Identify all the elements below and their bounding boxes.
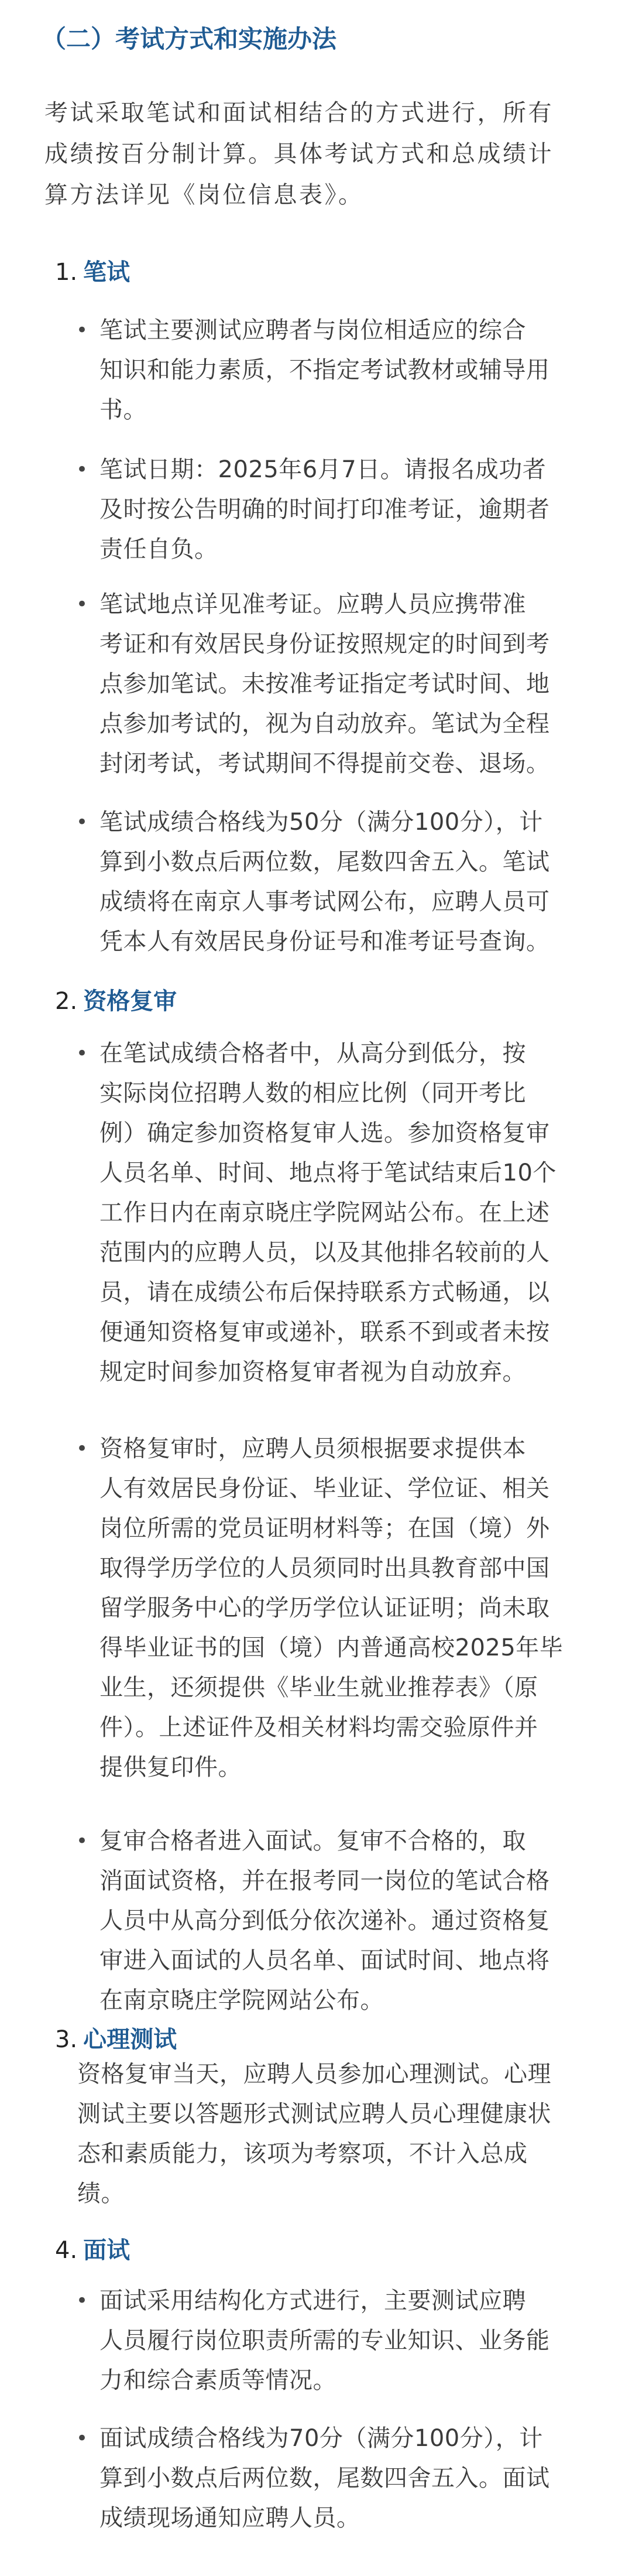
item-number: 1. bbox=[55, 259, 78, 286]
bullet-dot-icon: • bbox=[76, 1042, 88, 1065]
bullet-line: 算到小数点后两位数，尾数四舍五入。面试 bbox=[99, 2465, 550, 2492]
item-number: 3. bbox=[55, 2026, 78, 2053]
bullet-line: 人员履行岗位职责所需的专业知识、业务能 bbox=[99, 2327, 550, 2354]
bullet-dot-icon: • bbox=[76, 2289, 88, 2312]
bullet-line: 消面试资格，并在报考同一岗位的笔试合格 bbox=[99, 1867, 550, 1894]
bullet-line: 力和综合素质等情况。 bbox=[99, 2367, 336, 2394]
psych-test-paragraph bbox=[77, 2054, 592, 2214]
paragraph-line: 绩。 bbox=[77, 2180, 125, 2207]
item-title: 面试 bbox=[83, 2237, 130, 2264]
item-heading-written-exam bbox=[55, 252, 130, 293]
bullet-line: 算到小数点后两位数，尾数四舍五入。笔试 bbox=[99, 849, 550, 875]
bullet-line: 员，请在成绩公布后保持联系方式畅通，以 bbox=[99, 1279, 550, 1306]
bullet-line: 人员中从高分到低分依次递补。通过资格复 bbox=[99, 1907, 550, 1934]
list-item bbox=[76, 2281, 603, 2400]
item-heading-qualification-review bbox=[55, 981, 177, 1022]
bullet-dot-icon: • bbox=[76, 2427, 88, 2450]
paragraph-line: 资格复审当天，应聘人员参加心理测试。心理 bbox=[77, 2061, 551, 2088]
item-title: 资格复审 bbox=[83, 988, 177, 1015]
bullet-line: 得毕业证书的国（境）内普通高校2025年毕 bbox=[99, 1634, 564, 1661]
item-number: 2. bbox=[55, 988, 78, 1015]
bullet-dot-icon: • bbox=[76, 1829, 88, 1853]
bullet-line: 凭本人有效居民身份证号和准考证号查询。 bbox=[99, 928, 550, 955]
bullet-line: 人员名单、时间、地点将于笔试结束后10个 bbox=[99, 1159, 557, 1186]
bullet-line: 在笔试成绩合格者中，从高分到低分，按 bbox=[99, 1040, 526, 1067]
bullet-line: 及时按公告明确的时间打印准考证，逾期者 bbox=[99, 496, 550, 523]
bullet-line: 复审合格者进入面试。复审不合格的，取 bbox=[99, 1828, 526, 1855]
bullet-line: 点参加考试的，视为自动放弃。笔试为全程 bbox=[99, 710, 550, 737]
intro-line: 考试采取笔试和面试相结合的方式进行，所有 bbox=[44, 100, 554, 126]
bullet-line: 提供复印件。 bbox=[99, 1754, 242, 1781]
paragraph-line: 态和素质能力，该项为考察项，不计入总成 bbox=[77, 2140, 528, 2167]
bullet-line: 留学服务中心的学历学位认证证明；尚未取 bbox=[99, 1595, 550, 1621]
item-title: 心理测试 bbox=[83, 2026, 177, 2053]
list-item bbox=[76, 1034, 603, 1392]
list-item bbox=[76, 1821, 603, 2020]
bullet-line: 件）。上述证件及相关材料均需交验原件并 bbox=[99, 1714, 538, 1741]
intro-paragraph bbox=[44, 93, 589, 215]
bullet-line: 点参加笔试。未按准考证指定考试时间、地 bbox=[99, 670, 550, 697]
bullet-line: 面试采用结构化方式进行，主要测试应聘 bbox=[99, 2287, 526, 2314]
bullet-line: 便通知资格复审或递补，联系不到或者未按 bbox=[99, 1319, 550, 1346]
bullet-line: 笔试主要测试应聘者与岗位相适应的综合 bbox=[99, 317, 526, 344]
bullet-dot-icon: • bbox=[76, 458, 88, 481]
bullet-line: 审进入面试的人员名单、面试时间、地点将 bbox=[99, 1947, 550, 1974]
list-item bbox=[76, 802, 603, 962]
bullet-line: 责任自负。 bbox=[99, 536, 218, 563]
bullet-line: 例）确定参加资格复审人选。参加资格复审 bbox=[99, 1120, 550, 1147]
bullet-line: 资格复审时，应聘人员须根据要求提供本 bbox=[99, 1435, 526, 1462]
bullet-line: 笔试地点详见准考证。应聘人员应携带准 bbox=[99, 591, 526, 618]
bullet-line: 面试成绩合格线为70分（满分100分），计 bbox=[99, 2425, 543, 2452]
section-title: （二）考试方式和实施办法 bbox=[42, 25, 337, 53]
list-item bbox=[76, 2418, 603, 2538]
list-item bbox=[76, 584, 603, 784]
bullet-dot-icon: • bbox=[76, 593, 88, 616]
paragraph-line: 测试主要以答题形式测试应聘人员心理健康状 bbox=[77, 2101, 551, 2127]
bullet-line: 实际岗位招聘人数的相应比例（同开考比 bbox=[99, 1080, 526, 1107]
bullet-line: 书。 bbox=[99, 396, 147, 423]
bullet-line: 成绩现场通知应聘人员。 bbox=[99, 2505, 360, 2531]
bullet-line: 封闭考试，考试期间不得提前交卷、退场。 bbox=[99, 750, 550, 777]
intro-line: 成绩按百分制计算。具体考试方式和总成绩计 bbox=[44, 141, 554, 167]
bullet-dot-icon: • bbox=[76, 319, 88, 342]
bullet-line: 岗位所需的党员证明材料等；在国（境）外 bbox=[99, 1515, 550, 1542]
item-heading-interview bbox=[55, 2230, 130, 2271]
bullet-line: 笔试成绩合格线为50分（满分100分），计 bbox=[99, 809, 543, 836]
bullet-line: 范围内的应聘人员，以及其他排名较前的人 bbox=[99, 1239, 550, 1266]
bullet-dot-icon: • bbox=[76, 1437, 88, 1460]
bullet-line: 规定时间参加资格复审者视为自动放弃。 bbox=[99, 1359, 526, 1386]
bullet-line: 取得学历学位的人员须同时出具教育部中国 bbox=[99, 1555, 550, 1582]
list-item bbox=[76, 450, 603, 569]
bullet-dot-icon: • bbox=[76, 810, 88, 834]
bullet-line: 人有效居民身份证、毕业证、学位证、相关 bbox=[99, 1475, 550, 1502]
bullet-line: 知识和能力素质，不指定考试教材或辅导用 bbox=[99, 357, 550, 384]
item-title: 笔试 bbox=[83, 259, 130, 286]
bullet-line: 考证和有效居民身份证按照规定的时间到考 bbox=[99, 631, 550, 658]
bullet-line: 成绩将在南京人事考试网公布，应聘人员可 bbox=[99, 888, 550, 915]
item-number: 4. bbox=[55, 2237, 78, 2264]
list-item bbox=[76, 1429, 603, 1787]
list-item bbox=[76, 310, 603, 430]
bullet-line: 在南京晓庄学院网站公布。 bbox=[99, 1987, 384, 2014]
intro-line: 算方法详见《岗位信息表》。 bbox=[44, 182, 364, 208]
bullet-line: 笔试日期：2025年6月7日。请报名成功者 bbox=[99, 456, 547, 483]
bullet-line: 业生，还须提供《毕业生就业推荐表》（原 bbox=[99, 1674, 538, 1701]
bullet-line: 工作日内在南京晓庄学院网站公布。在上述 bbox=[99, 1199, 550, 1226]
